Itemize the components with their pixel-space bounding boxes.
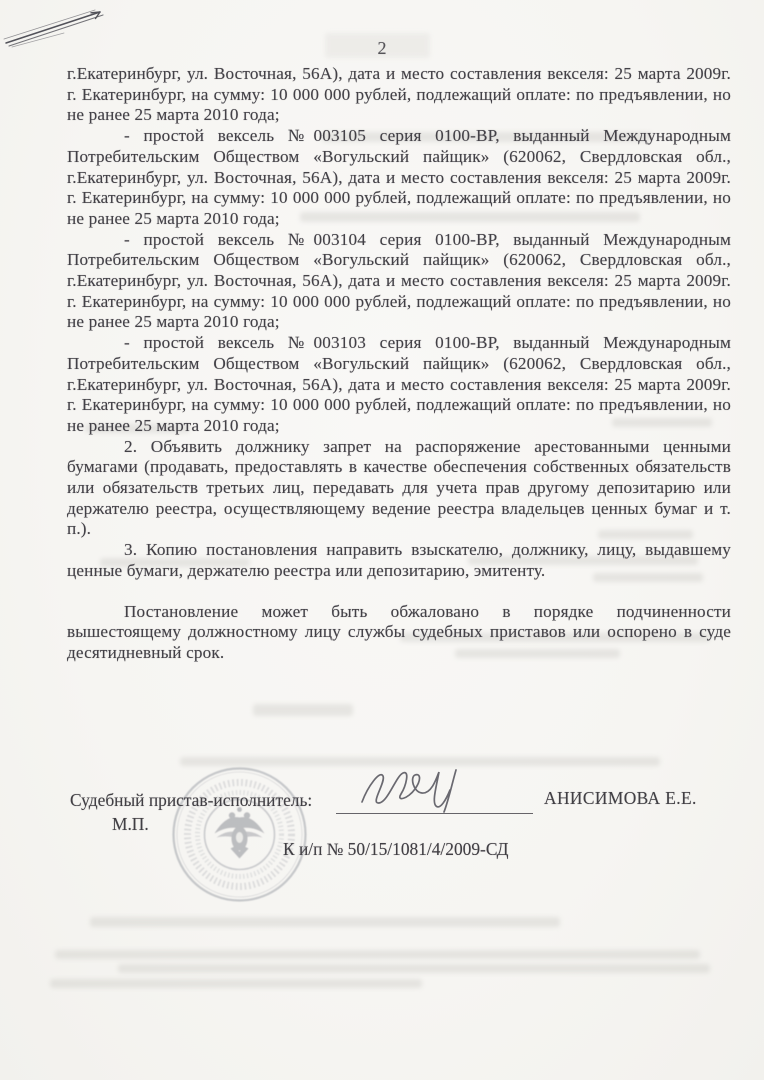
bleed-through-artifact [118, 964, 710, 973]
bailiff-title-label: Судебный пристав-исполнитель: [70, 790, 313, 810]
bleed-through-artifact [253, 704, 353, 716]
bleed-through-artifact [325, 33, 430, 58]
double-headed-eagle-icon [215, 807, 265, 858]
bleed-through-artifact [55, 950, 700, 959]
paragraph-appeal-notice: Постановление может быть обжаловано в порядке подчиненности вышестоящему должностному лицу службы судебных приставов или оспорено в суде десятидневный срок. [67, 601, 731, 662]
handwritten-signature [352, 760, 472, 818]
paragraph-promissory-note-003105: - простой вексель №003105 серия 0100-ВР, выданный Международным Потребительским Обществом «Вогульский пайщик» (620062, Свердловская обл., г.Екатеринбург, ул. Восточная, 56А), дата и место составления векселя: 25 марта 2009г. г. Екатеринбург, на сумму: 10 000 000 рублей, подлежащий оплате: по предъявлении, но не ранее 25 марта 2010 года; [67, 126, 731, 228]
paragraph-continuation: г.Екатеринбург, ул. Восточная, 56А), дата и место составления векселя: 25 марта 2009г. г. Екатеринбург, на сумму: 10 000 000 рублей, подлежащий оплате: по предъявлении, но не ранее 25 марта 2010 года; [67, 64, 731, 125]
official-round-seal-stamp [166, 761, 313, 908]
paragraph-item-3: 3. Копию постановления направить взыскателю, должнику, лицу, выдавшему ценные бумаги, держателю реестра или депозитарию, эмитенту. [67, 540, 731, 580]
paragraph-promissory-note-003103: - простой вексель №003103 серия 0100-ВР, выданный Международным Потребительским Обществом «Вогульский пайщик» (620062, Свердловская обл., г.Екатеринбург, ул. Восточная, 56А), дата и место составления векселя: 25 марта 2009г. г. Екатеринбург, на сумму: 10 000 000 рублей, подлежащий оплате: по предъявлении, но не ранее 25 марта 2010 года; [67, 333, 731, 435]
bleed-through-artifact [90, 917, 560, 927]
paragraph-item-2: 2. Объявить должнику запрет на распоряжение арестованными ценными бумагами (продавать, предоставлять в качестве обеспечения собственных обязательств или обязательств третьих лиц, передавать для учета прав другому депозитарию или держателю реестра, осуществляющему ведение реестра владельцев ценных бумаг и т. п.). [67, 436, 731, 539]
bailiff-name: АНИСИМОВА Е.Е. [544, 788, 697, 808]
page-number: 2 [377, 38, 387, 58]
seal-place-label: М.П. [112, 814, 149, 834]
body-text [67, 64, 731, 664]
case-number: К и/п № 50/15/1081/4/2009-СД [283, 839, 509, 859]
bleed-through-artifact [50, 979, 422, 988]
paragraph-promissory-note-003104: - простой вексель №003104 серия 0100-ВР, выданный Международным Потребительским Обществом «Вогульский пайщик» (620062, Свердловская обл., г.Екатеринбург, ул. Восточная, 56А), дата и место составления векселя: 25 марта 2009г. г. Екатеринбург, на сумму: 10 000 000 рублей, подлежащий оплате: по предъявлении, но не ранее 25 марта 2010 года; [67, 229, 731, 332]
